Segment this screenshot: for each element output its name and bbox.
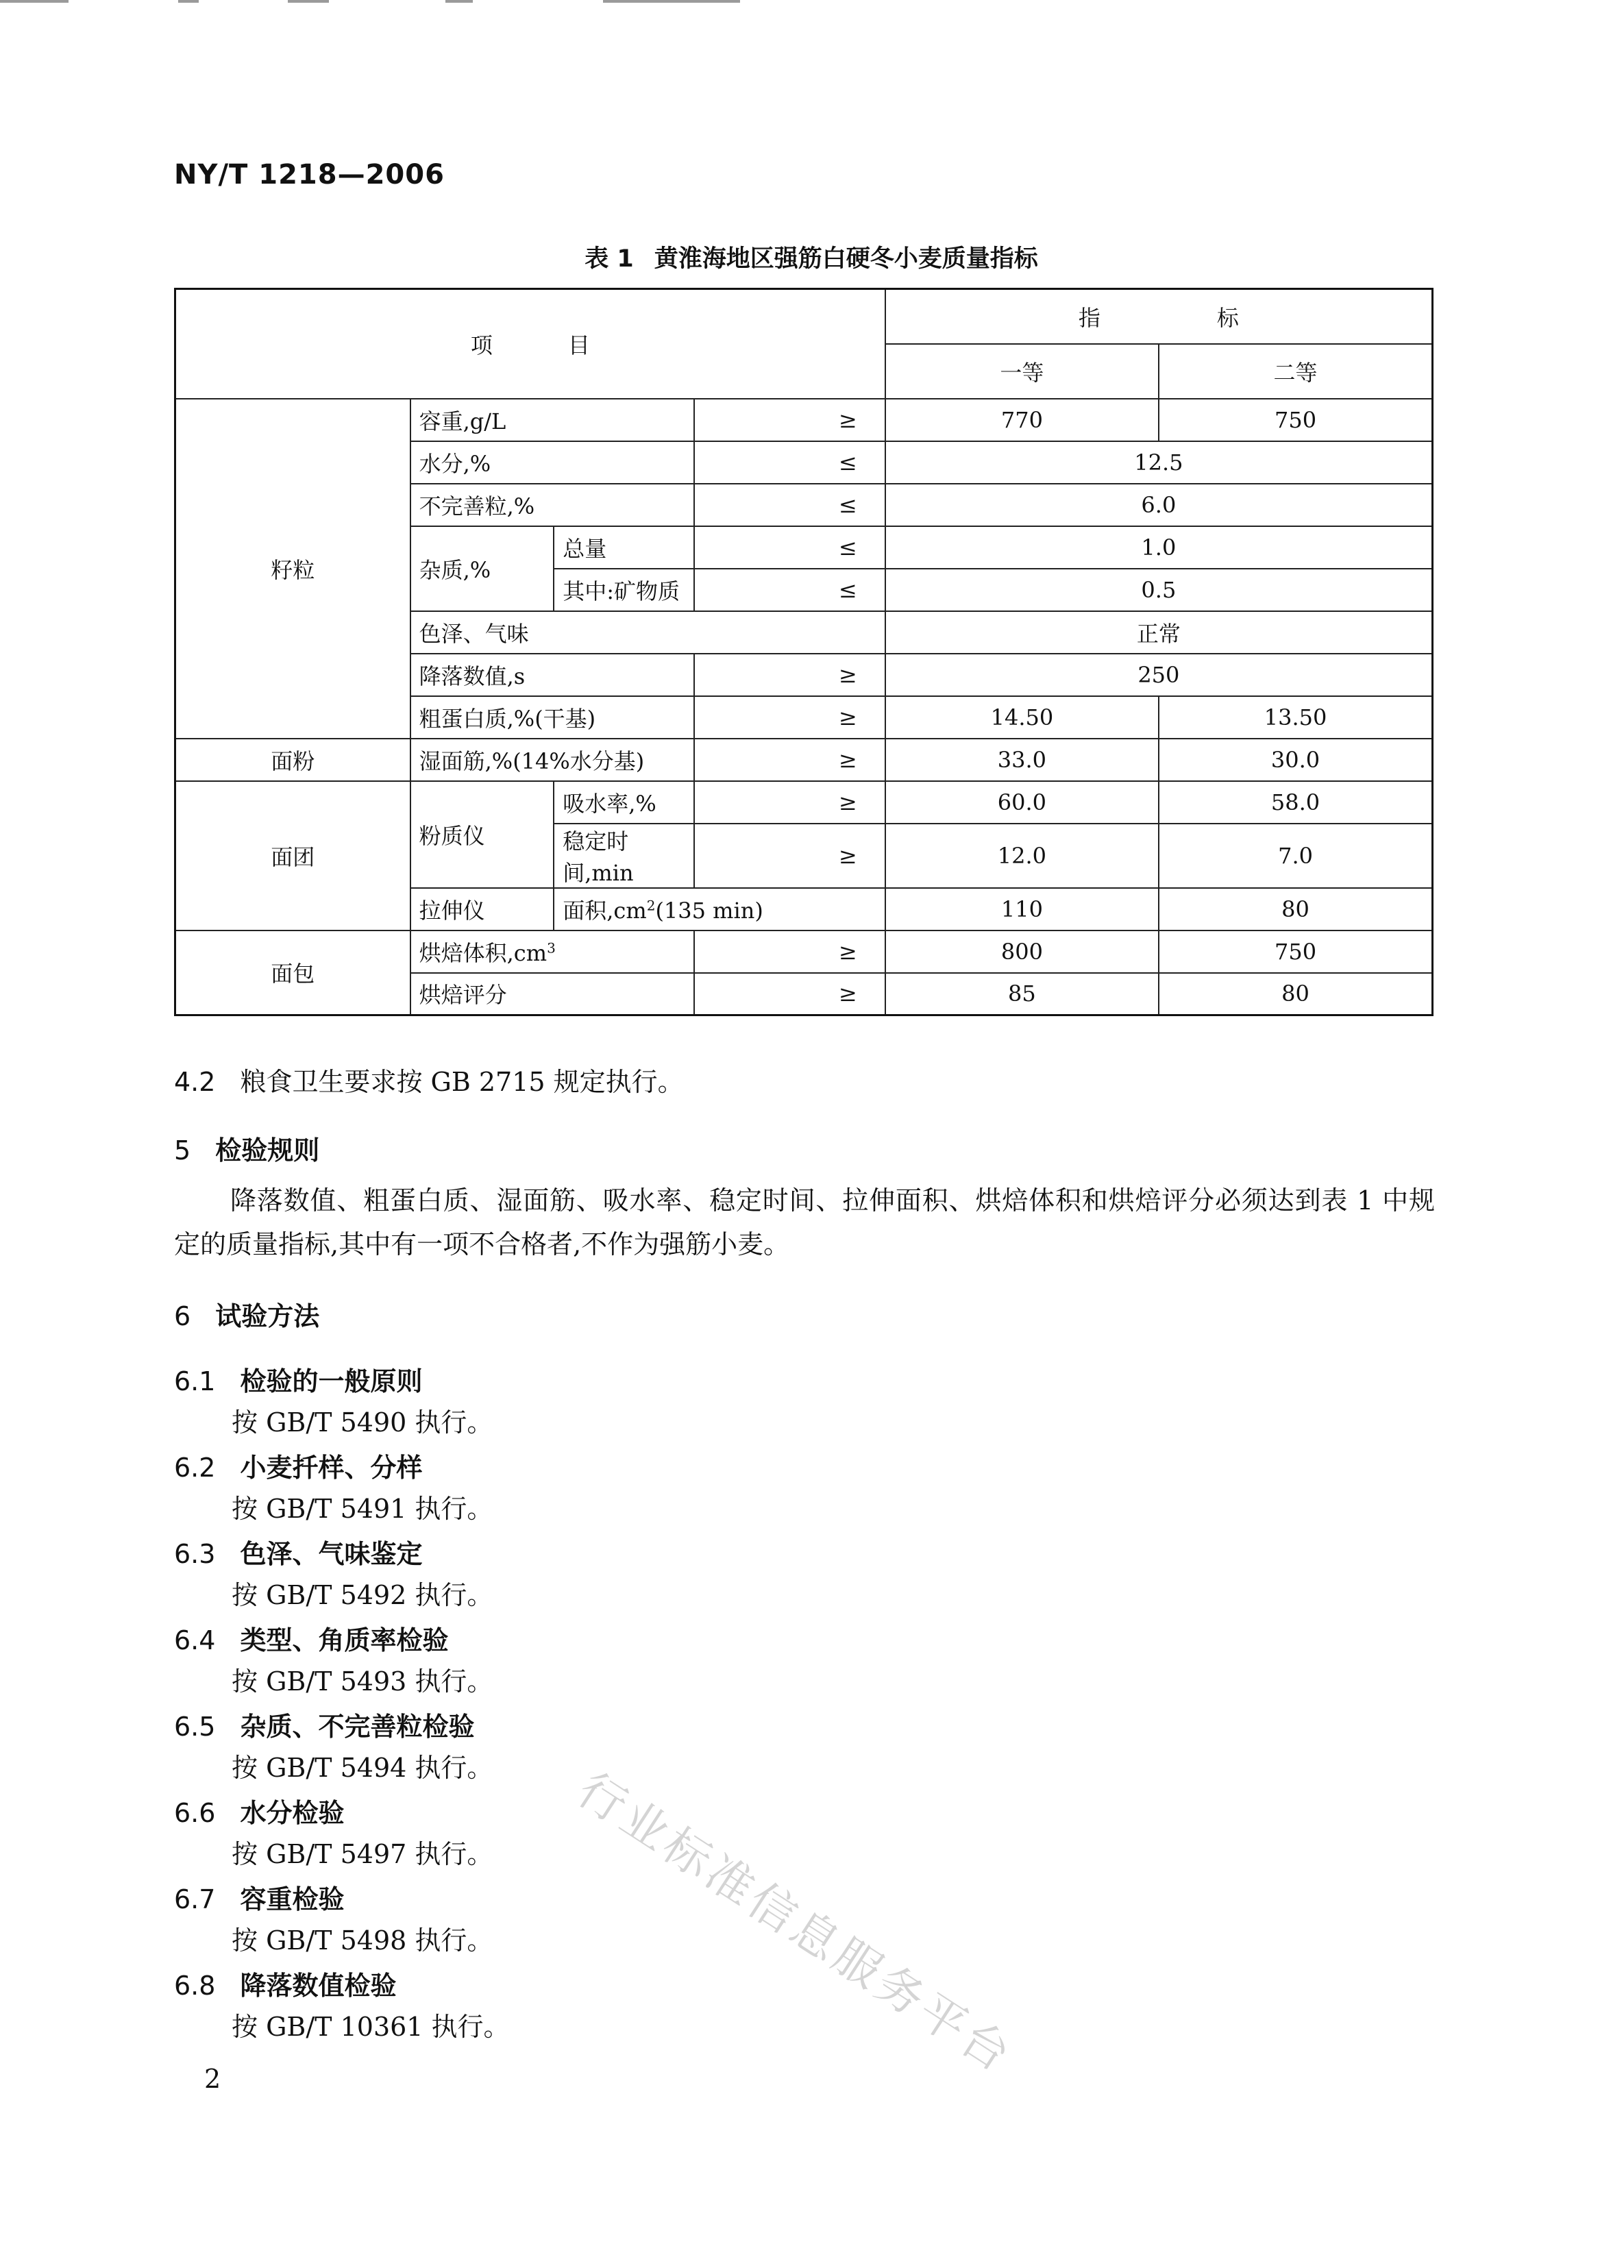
row-label: 色泽、气味 <box>410 611 885 654</box>
operator: ≤ <box>694 484 885 526</box>
header-grade1: 一等 <box>885 344 1159 399</box>
subsection-number: 6.4 <box>174 1625 216 1655</box>
subsection-number: 6.1 <box>174 1366 216 1396</box>
cell-value: 1.0 <box>885 526 1433 569</box>
cell-grade2: 30.0 <box>1159 739 1432 781</box>
subsection-number: 6.3 <box>174 1539 216 1569</box>
section-text: 粮食卫生要求按 GB 2715 规定执行。 <box>240 1067 684 1097</box>
subsection-heading <box>174 1792 344 1829</box>
subsection-title: 检验的一般原则 <box>240 1366 423 1396</box>
row-label: 面积$,cm^2(135$ min) <box>554 888 885 930</box>
subsection-number: 6.2 <box>174 1453 216 1483</box>
cell-grade2: 7.0 <box>1159 824 1432 888</box>
cell-grade2: 750 <box>1159 399 1432 441</box>
row-label: 稳定时间,min <box>554 824 694 888</box>
standard-code: NY/T 1218—2006 <box>174 159 445 190</box>
subsection-text: 按 GB/T 5491 执行。 <box>232 1494 493 1524</box>
subsection-number: 6.5 <box>174 1712 216 1742</box>
section-number: 4.2 <box>174 1067 216 1097</box>
subsection-text: 按 GB/T 5493 执行。 <box>232 1666 493 1697</box>
operator: ≥ <box>694 739 885 781</box>
group-dough: 面团 <box>175 781 410 930</box>
subsection-text: 按 GB/T 5494 执行。 <box>232 1753 493 1783</box>
subsection-heading <box>174 1446 422 1484</box>
subsection-title: 杂质、不完善粒检验 <box>240 1712 475 1742</box>
row-label: 总量 <box>554 526 694 569</box>
subsection-title: 类型、角质率检验 <box>240 1625 449 1655</box>
section-number: 6 <box>174 1301 191 1331</box>
top-edge-mark <box>178 0 199 3</box>
subsection-text: 按 GB/T 10361 执行。 <box>232 2012 510 2042</box>
top-edge-mark <box>445 0 473 3</box>
cell-grade2: 58.0 <box>1159 781 1432 824</box>
cell-grade1: 800 <box>885 930 1159 973</box>
row-label: 吸水率,% <box>554 781 694 824</box>
subsection-number: 6.7 <box>174 1884 216 1914</box>
subgroup-farinograph: 粉质仪 <box>410 781 554 888</box>
subsection-heading <box>174 1360 422 1398</box>
table-header-row <box>175 289 1433 344</box>
subsection-number: 6.6 <box>174 1798 216 1828</box>
section-number: 5 <box>174 1135 191 1166</box>
subsection-text: 按 GB/T 5497 执行。 <box>232 1839 493 1869</box>
operator: ≥ <box>694 824 885 888</box>
section-5-heading <box>174 1129 319 1167</box>
table-title-text: 黄淮海地区强筋白硬冬小麦质量指标 <box>654 245 1038 273</box>
row-label: 其中:矿物质 <box>554 569 694 611</box>
operator: ≥ <box>694 930 885 973</box>
top-edge-mark <box>603 0 740 3</box>
group-grain: 籽粒 <box>175 399 410 739</box>
operator: ≥ <box>694 399 885 441</box>
row-label: 湿面筋,%(14%水分基) <box>410 739 694 781</box>
subsection-text: 按 GB/T 5490 执行。 <box>232 1407 493 1438</box>
cell-value: 0.5 <box>885 569 1433 611</box>
section-title: 检验规则 <box>215 1135 320 1166</box>
subsection-heading <box>174 1964 396 2002</box>
cell-value: 12.5 <box>885 441 1433 484</box>
row-label: 水分,% <box>410 441 694 484</box>
cell-grade1: 110 <box>885 888 1159 930</box>
table-row <box>175 739 1433 781</box>
operator: ≥ <box>694 654 885 696</box>
subsection-heading <box>174 1619 448 1657</box>
top-edge-mark <box>0 0 69 3</box>
row-label: 烘焙体积$,cm^3$ <box>410 930 694 973</box>
quality-spec-table <box>174 288 1434 1016</box>
row-label: 粗蛋白质,%(干基) <box>410 696 694 739</box>
section-title: 试验方法 <box>215 1301 320 1331</box>
row-label: 容重,g/L <box>410 399 694 441</box>
cell-grade2: 13.50 <box>1159 696 1432 739</box>
operator: ≥ <box>694 781 885 824</box>
operator: ≥ <box>694 973 885 1015</box>
group-bread: 面包 <box>175 930 410 1015</box>
group-flour: 面粉 <box>175 739 410 781</box>
cell-grade1: 33.0 <box>885 739 1159 781</box>
subsection-number: 6.8 <box>174 1971 216 2001</box>
operator: ≤ <box>694 526 885 569</box>
section-6-heading <box>174 1295 319 1333</box>
operator: ≤ <box>694 569 885 611</box>
watermark: 行业标准信息服务平台 <box>567 1762 1023 2084</box>
row-label: 烘焙评分 <box>410 973 694 1015</box>
subsection-text: 按 GB/T 5498 执行。 <box>232 1925 493 1956</box>
cell-grade2: 80 <box>1159 973 1432 1015</box>
section-4-2 <box>174 1061 684 1098</box>
cell-value: 6.0 <box>885 484 1433 526</box>
table-number: 表 1 <box>585 245 634 273</box>
subsection-text: 按 GB/T 5492 执行。 <box>232 1580 493 1610</box>
row-label: 不完善粒,% <box>410 484 694 526</box>
subsection-title: 小麦扦样、分样 <box>240 1453 423 1483</box>
cell-value: 250 <box>885 654 1433 696</box>
table-row <box>175 399 1433 441</box>
operator: ≤ <box>694 441 885 484</box>
subsection-title: 水分检验 <box>240 1798 345 1828</box>
page-number: 2 <box>204 2064 221 2094</box>
cell-grade2: 750 <box>1159 930 1432 973</box>
cell-grade1: 14.50 <box>885 696 1159 739</box>
section-5-body: 降落数值、粗蛋白质、湿面筋、吸水率、稳定时间、拉伸面积、烘焙体积和烘焙评分必须达到表 1 中规定的质量指标,其中有一项不合格者,不作为强筋小麦。 <box>174 1185 1435 1259</box>
header-grade2: 二等 <box>1159 344 1432 399</box>
header-indicator: 指标 <box>885 289 1433 344</box>
subgroup-impurity: 杂质,% <box>410 526 554 611</box>
cell-grade2: 80 <box>1159 888 1432 930</box>
operator: ≥ <box>694 696 885 739</box>
subsection-title: 容重检验 <box>240 1884 345 1914</box>
subgroup-extensograph: 拉伸仪 <box>410 888 554 930</box>
cell-grade1: 85 <box>885 973 1159 1015</box>
top-edge-mark <box>288 0 329 3</box>
header-item: 项目 <box>175 289 885 399</box>
cell-grade1: 12.0 <box>885 824 1159 888</box>
cell-value: 正常 <box>885 611 1433 654</box>
subsection-heading <box>174 1705 474 1743</box>
row-label: 降落数值,s <box>410 654 694 696</box>
subsection-heading <box>174 1878 344 1916</box>
cell-grade1: 770 <box>885 399 1159 441</box>
subsection-heading <box>174 1533 422 1570</box>
cell-grade1: 60.0 <box>885 781 1159 824</box>
table-title <box>174 240 1449 274</box>
subsection-title: 色泽、气味鉴定 <box>240 1539 423 1569</box>
table-row <box>175 930 1433 973</box>
subsection-title: 降落数值检验 <box>240 1971 397 2001</box>
table-row <box>175 781 1433 824</box>
